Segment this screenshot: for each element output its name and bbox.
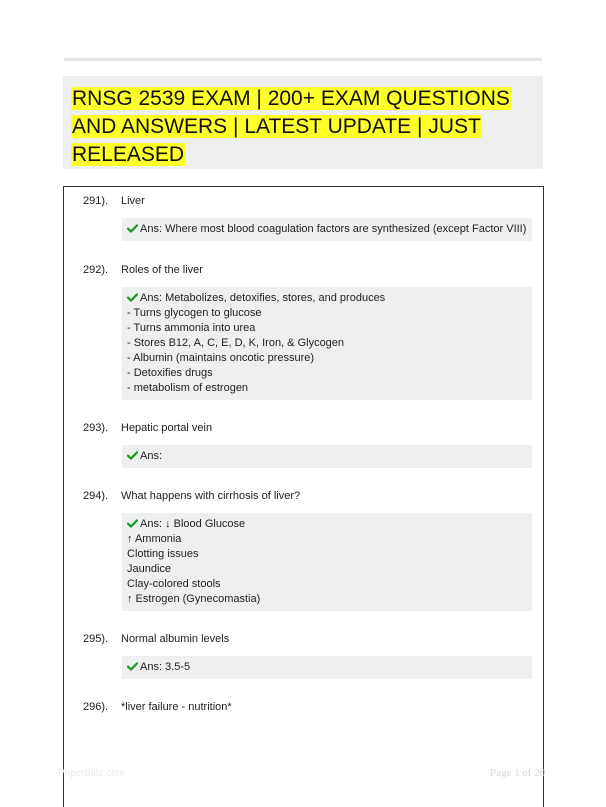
answer-box [122,287,532,400]
check-icon [127,293,138,302]
answer-line: - Stores B12, A, C, E, D, K, Iron, & Glycogen [127,337,345,349]
answer-line: ↑ Ammonia [127,533,182,545]
title-banner [63,76,543,169]
question-number: 292). [83,264,109,276]
footer-site: PaperBlitz.com [58,768,126,779]
check-icon [127,662,138,671]
answer-line: Clay-colored stools [127,578,221,590]
answer-box [122,513,532,611]
question-text: What happens with cirrhosis of liver? [121,490,301,502]
answer-line: - Detoxifies drugs [127,367,213,379]
check-icon [127,519,138,528]
answer-line: - metabolism of estrogen [127,382,249,394]
top-divider [64,58,542,61]
question-text: *liver failure - nutrition* [121,701,232,713]
qa-content [63,186,544,807]
question-number: 291). [83,195,109,207]
question-text: Normal albumin levels [121,633,230,645]
answer-line: - Turns glycogen to glucose [127,307,262,319]
question-number: 296). [83,701,109,713]
answer-line: Clotting issues [127,548,199,560]
question-number: 294). [83,490,109,502]
answer-line: - Albumin (maintains oncotic pressure) [127,352,315,364]
question-text: Hepatic portal vein [121,422,213,434]
page-number: Page 1 of 20 [490,767,546,779]
answer-line: - Turns ammonia into urea [127,322,256,334]
check-icon [127,224,138,233]
answer-line: ↑ Estrogen (Gynecomastia) [127,593,261,605]
answer-box [122,445,532,468]
question-number: 293). [83,422,109,434]
answer-line: Ans: [140,450,163,462]
answer-line: Ans: ↓ Blood Glucose [140,518,246,530]
page-title: RNSG 2539 EXAM | 200+ EXAM QUESTIONS AND ANSWERS | LATEST UPDATE | JUST RELEASED [72,87,510,166]
answer-line: Ans: Metabolizes, detoxifies, stores, and produces [140,292,386,304]
answer-line: Jaundice [127,563,172,575]
answer-box [122,656,532,679]
check-icon [127,451,138,460]
answer-line: Ans: Where most blood coagulation factors are synthesized (except Factor VIII) [140,223,527,235]
question-number: 295). [83,633,109,645]
question-text: Roles of the liver [121,264,203,276]
question-text: Liver [121,195,145,207]
answer-line: Ans: 3.5-5 [140,661,191,673]
answer-box [122,218,532,241]
